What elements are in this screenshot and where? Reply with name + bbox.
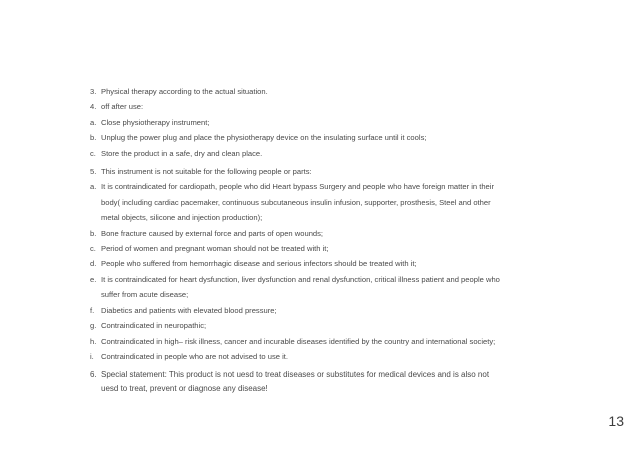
item-marker: 4.	[90, 102, 97, 112]
list-item	[90, 181, 590, 192]
item-text: Contraindicated in neuropathic;	[101, 321, 207, 331]
item-text: It is contraindicated for heart dysfunction, liver dysfunction and renal dysfunction, critical illness patient and people who	[101, 274, 500, 284]
page-number: 13	[608, 413, 624, 429]
list-item	[90, 101, 590, 112]
item-text: Close physiotherapy instrument;	[101, 117, 210, 127]
item-marker: e.	[90, 274, 97, 284]
item-text: off after use:	[101, 102, 144, 112]
item-text: Store the product in a safe, dry and clean place.	[101, 148, 263, 158]
item-marker: f.	[90, 305, 95, 315]
list-item	[90, 336, 590, 347]
item-marker: c.	[90, 244, 96, 254]
item-text: Diabetics and patients with elevated blood pressure;	[101, 305, 277, 315]
item-marker: g.	[90, 321, 97, 331]
item-text: This instrument is not suitable for the following people or parts:	[101, 167, 312, 177]
list-item	[90, 320, 590, 331]
special-statement-continuation: uesd to treat, prevent or diagnose any disease!	[101, 383, 268, 393]
list-item-continuation: metal objects, silicone and injection production);	[101, 213, 263, 223]
list-item	[90, 243, 590, 254]
list-item	[90, 274, 590, 285]
list-item	[90, 228, 590, 239]
list-item	[90, 132, 590, 143]
item-text: Physical therapy according to the actual situation.	[101, 87, 268, 96]
list-item	[90, 117, 590, 128]
item-text: Unplug the power plug and place the physiotherapy device on the insulating surface until it cools;	[101, 133, 427, 143]
item-marker: 5.	[90, 167, 97, 177]
item-marker: b.	[90, 133, 97, 143]
list-item	[90, 86, 590, 97]
item-marker: 3.	[90, 87, 97, 96]
item-text: Contraindicated in high– risk illness, cancer and incurable diseases identified by the country and international society;	[101, 336, 496, 346]
list-item	[90, 305, 590, 316]
item-marker: 6.	[90, 370, 97, 380]
item-marker: a.	[90, 182, 97, 192]
item-text: It is contraindicated for cardiopath, people who did Heart bypass Surgery and people who have foreign matter in their	[101, 182, 494, 192]
item-marker: d.	[90, 259, 97, 269]
special-statement	[90, 369, 590, 382]
item-marker: a.	[90, 117, 97, 127]
list-item-continuation: suffer from acute disease;	[101, 290, 189, 300]
item-marker: b.	[90, 228, 97, 238]
instruction-content	[90, 86, 590, 396]
list-item	[90, 258, 590, 269]
item-text: Bone fracture caused by external force and parts of open wounds;	[101, 228, 324, 238]
special-statement-text: Special statement: This product is not uesd to treat diseases or substitutes for medical devices and is also not	[101, 370, 490, 380]
list-item	[90, 351, 590, 362]
item-marker: i.	[90, 351, 94, 361]
list-item	[90, 166, 590, 177]
item-text: Period of women and pregnant woman should not be treated with it;	[101, 244, 329, 254]
item-text: Contraindicated in people who are not advised to use it.	[101, 351, 289, 361]
list-item	[90, 148, 590, 159]
item-text: People who suffered from hemorrhagic disease and serious infectors should be treated with it;	[101, 259, 417, 269]
list-item-continuation: body( including cardiac pacemaker, continuous subcutaneous insulin infusion, supporter, prosthesis, Steel and other	[101, 197, 491, 207]
item-marker: c.	[90, 148, 96, 158]
item-marker: h.	[90, 336, 97, 346]
